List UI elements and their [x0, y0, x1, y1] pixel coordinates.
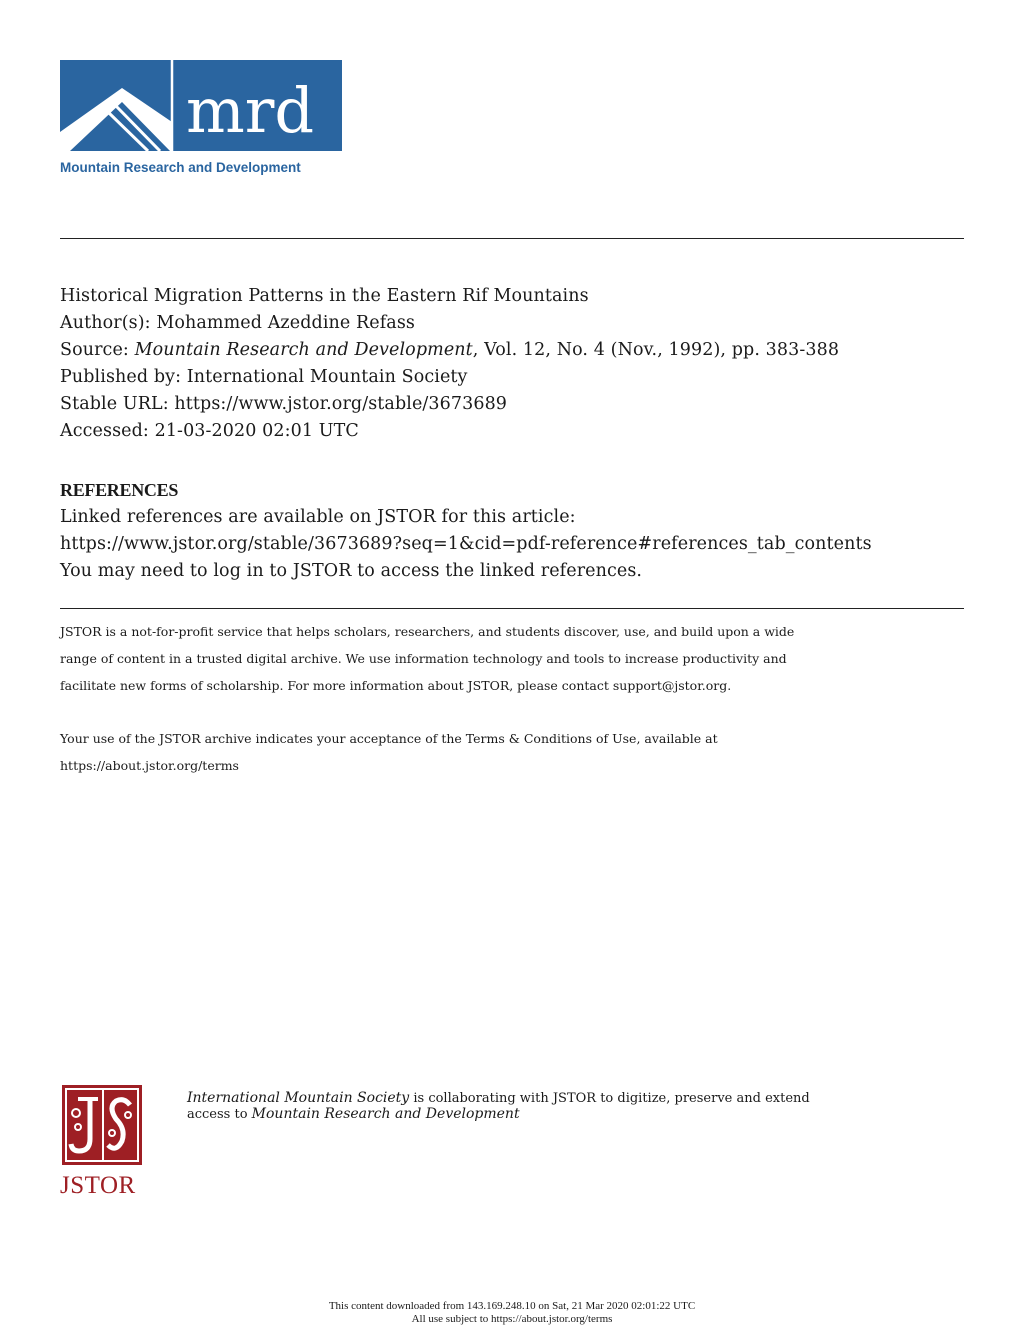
- collaboration-society: International Mountain Society: [187, 1090, 410, 1106]
- accessed-date: 21-03-2020 02:01 UTC: [154, 421, 359, 441]
- terms-line-1: Your use of the JSTOR archive indicates your acceptance of the Terms & Conditions of Use, available at: [60, 731, 718, 746]
- notice-line-3: facilitate new forms of scholarship. For more information about JSTOR, please contact support@jstor.org.: [60, 678, 732, 693]
- references-link[interactable]: https://www.jstor.org/stable/3673689?seq=1&cid=pdf-reference#references_tab_contents: [60, 534, 872, 554]
- references-intro: Linked references are available on JSTOR for this article:: [60, 507, 576, 527]
- source-label: Source:: [60, 340, 129, 360]
- stable-url-line: [60, 391, 507, 418]
- collaboration-line-1: [187, 1090, 810, 1107]
- terms-footer: All use subject to https://about.jstor.org/terms: [411, 1313, 613, 1325]
- mrd-logo: [60, 60, 342, 151]
- download-footer: This content downloaded from 143.169.248.10 on Sat, 21 Mar 2020 02:01:22 UTC: [328, 1300, 696, 1312]
- notice-line-1: JSTOR is a not-for-profit service that helps scholars, researchers, and students discover, use, and build upon a wide: [60, 624, 795, 639]
- middle-divider: [60, 608, 964, 609]
- accessed-label: Accessed:: [60, 421, 149, 441]
- references-heading: REFERENCES: [60, 480, 179, 500]
- publisher-label: Published by:: [60, 367, 182, 387]
- notice-line-2: range of content in a trusted digital archive. We use information technology and tools to increase productivity and: [60, 651, 787, 666]
- mountain-logo-icon: [60, 60, 342, 151]
- stable-url-label: Stable URL:: [60, 394, 169, 414]
- source-line: [60, 337, 839, 364]
- jstor-seal-icon: [62, 1085, 142, 1165]
- author-line: [60, 310, 415, 337]
- author-label: Author(s):: [60, 313, 151, 333]
- collaboration-journal: Mountain Research and Development: [251, 1106, 520, 1122]
- top-divider: [60, 238, 964, 239]
- logo-tagline: Mountain Research and Development: [60, 160, 301, 175]
- terms-link[interactable]: https://about.jstor.org/terms: [60, 758, 239, 773]
- source-journal: Mountain Research and Development: [134, 340, 473, 360]
- jstor-wordmark: JSTOR: [60, 1172, 136, 1199]
- publisher-name: International Mountain Society: [186, 367, 468, 387]
- references-login-note: You may need to log in to JSTOR to access the linked references.: [60, 561, 643, 581]
- logo-wordmark: mrd: [186, 74, 315, 147]
- accessed-line: [60, 418, 359, 445]
- source-details: , Vol. 12, No. 4 (Nov., 1992), pp. 383-388: [472, 340, 840, 360]
- article-title: Historical Migration Patterns in the Eastern Rif Mountains: [60, 286, 589, 306]
- stable-url-link[interactable]: https://www.jstor.org/stable/3673689: [174, 394, 508, 414]
- collaboration-line-2: [187, 1106, 520, 1123]
- publisher-line: [60, 364, 468, 391]
- collaboration-text-2: access to: [187, 1107, 252, 1122]
- jstor-emblem: [62, 1085, 142, 1165]
- author-name: Mohammed Azeddine Refass: [156, 313, 416, 333]
- collaboration-text-1: is collaborating with JSTOR to digitize, preserve and extend: [409, 1091, 810, 1106]
